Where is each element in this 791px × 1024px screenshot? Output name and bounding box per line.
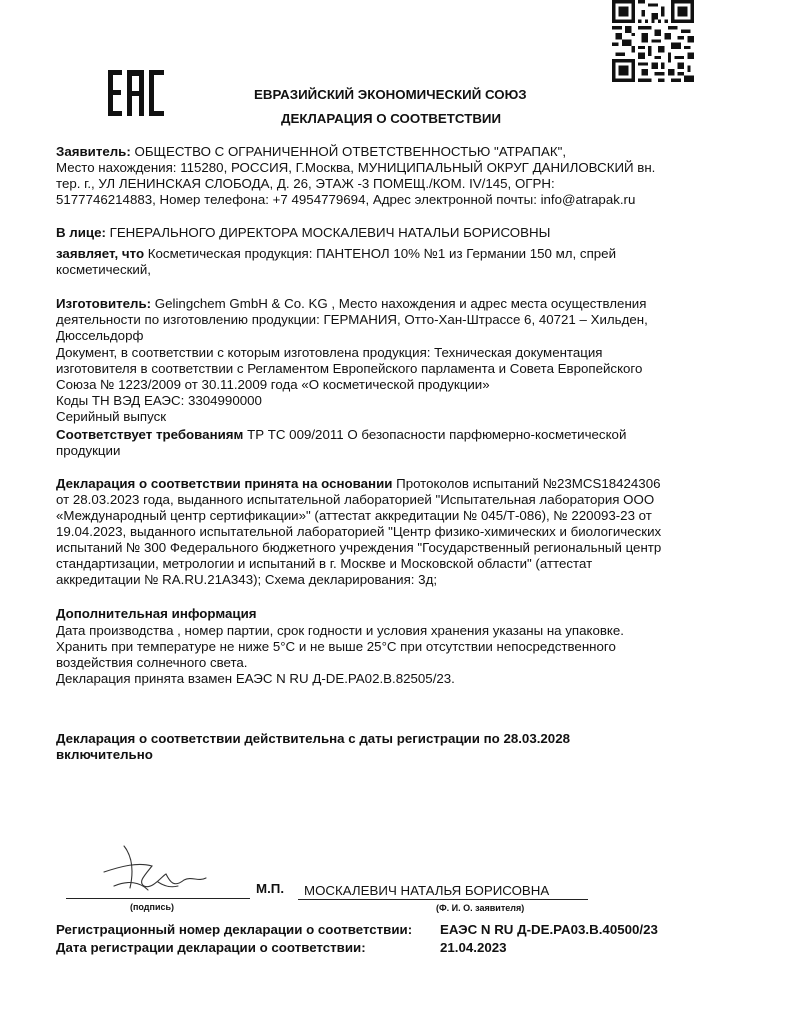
registration-number-label: Регистрационный номер декларации о соответствии:	[56, 922, 413, 937]
signature-line	[66, 898, 250, 899]
union-title: ЕВРАЗИЙСКИЙ ЭКОНОМИЧЕСКИЙ СОЮЗ	[254, 87, 527, 102]
document-line-1: Документ, в соответствии с которым изготовлена продукция: Техническая документация	[56, 345, 603, 360]
name-caption: (Ф. И. О. заявителя)	[436, 903, 525, 913]
signature-caption: (подпись)	[130, 902, 175, 912]
handwritten-signature	[74, 836, 224, 900]
basis-line-2: от 28.03.2023 года, выданного испытательной лабораторией "Испытательная лаборатория ООО	[56, 492, 655, 507]
eac-logo	[108, 70, 164, 116]
declares-line-1: заявляет, что Косметическая продукция: ПАНТЕНОЛ 10% №1 из Германии 150 мл, спрей	[56, 246, 616, 261]
additional-line-2: Хранить при температуре не ниже 5°С и не выше 25°С при отсутствии непосредственного	[56, 639, 616, 654]
additional-line-4: Декларация принята взамен ЕАЭС N RU Д-DE.PA02.B.82505/23.	[56, 671, 455, 686]
manufacturer-line-2: деятельности по изготовлению продукции: ГЕРМАНИЯ, Отто-Хан-Штрассе 6, 40721 – Хильден,	[56, 312, 648, 327]
serial-release-line: Серийный выпуск	[56, 409, 167, 424]
additional-line-1: Дата производства , номер партии, срок годности и условия хранения указаны на упаковке.	[56, 623, 624, 638]
registration-date-label: Дата регистрации декларации о соответствии:	[56, 940, 366, 955]
person-label: В лице:	[56, 225, 106, 240]
manufacturer-line-3: Дюссельдорф	[56, 328, 144, 343]
additional-line-3: воздействия солнечного света.	[56, 655, 248, 670]
name-line	[298, 899, 588, 900]
basis-line-1: Декларация о соответствии принята на основании Протоколов испытаний №23MCS18424306	[56, 476, 661, 491]
document-line-2: изготовителя в соответствии с Регламентом Европейского парламента и Совета Европейского	[56, 361, 643, 376]
applicant-line-1: Заявитель: ОБЩЕСТВО С ОГРАНИЧЕННОЙ ОТВЕТСТВЕННОСТЬЮ "АТРАПАК",	[56, 144, 567, 159]
basis-label: Декларация о соответствии принята на основании	[56, 476, 393, 491]
qr-code-icon	[612, 0, 694, 82]
document-title: ДЕКЛАРАЦИЯ О СООТВЕТСТВИИ	[281, 111, 502, 126]
additional-heading: Дополнительная информация	[56, 606, 257, 621]
validity-line-1: Декларация о соответствии действительна с даты регистрации по 28.03.2028	[56, 731, 570, 746]
complies-line-1: Соответствует требованиям ТР ТС 009/2011 О безопасности парфюмерно-косметической	[56, 427, 627, 442]
basis-line-4: 19.04.2023, выданного испытательной лабораторией "Центр физико-химических и биологических	[56, 524, 662, 539]
basis-line-3: «Международный центр сертификации»" (аттестат аккредитации № 045/Т-086), № 220093-23 от	[56, 508, 652, 523]
basis-line-7: аккредитации № RA.RU.21A343); Схема декларирования: 3д;	[56, 572, 438, 587]
document-line-3: Союза № 1223/2009 от 30.11.2009 года «О косметической продукции»	[56, 377, 490, 392]
applicant-line-3: тер. г., УЛ ЛЕНИНСКАЯ СЛОБОДА, Д. 26, ЭТАЖ -3 ПОМЕЩ./КОМ. IV/145, ОГРН:	[56, 176, 555, 191]
basis-line-6: стандартизации, метрологии и испытаний в г. Москве и Московской области" (аттестат	[56, 556, 593, 571]
manufacturer-line-1: Изготовитель: Gelingchem GmbH & Co. KG , Место нахождения и адрес места осуществления	[56, 296, 647, 311]
declares-label: заявляет, что	[56, 246, 145, 261]
registration-number-value: ЕАЭС N RU Д-DE.PA03.B.40500/23	[440, 922, 658, 937]
person-line: В лице: ГЕНЕРАЛЬНОГО ДИРЕКТОРА МОСКАЛЕВИЧ НАТАЛЬИ БОРИСОВНЫ	[56, 225, 551, 240]
manufacturer-label: Изготовитель:	[56, 296, 152, 311]
registration-date-value: 21.04.2023	[440, 940, 507, 955]
applicant-line-2: Место нахождения: 115280, РОССИЯ, Г.Москва, МУНИЦИПАЛЬНЫЙ ОКРУГ ДАНИЛОВСКИЙ вн.	[56, 160, 656, 175]
applicant-name: МОСКАЛЕВИЧ НАТАЛЬЯ БОРИСОВНА	[304, 883, 550, 898]
complies-label: Соответствует требованиям	[56, 427, 244, 442]
hs-code-line: Коды ТН ВЭД ЕАЭС: 3304990000	[56, 393, 262, 408]
seal-place-label: М.П.	[256, 881, 285, 896]
validity-line-2: включительно	[56, 747, 153, 762]
applicant-line-4: 5177746214883, Номер телефона: +7 4954779694, Адрес электронной почты: info@atrapak.ru	[56, 192, 636, 207]
complies-line-2: продукции	[56, 443, 121, 458]
declares-line-2: косметический,	[56, 262, 151, 277]
basis-line-5: испытаний № 300 Федерального бюджетного учреждения "Государственный региональный центр	[56, 540, 662, 555]
applicant-label: Заявитель:	[56, 144, 131, 159]
